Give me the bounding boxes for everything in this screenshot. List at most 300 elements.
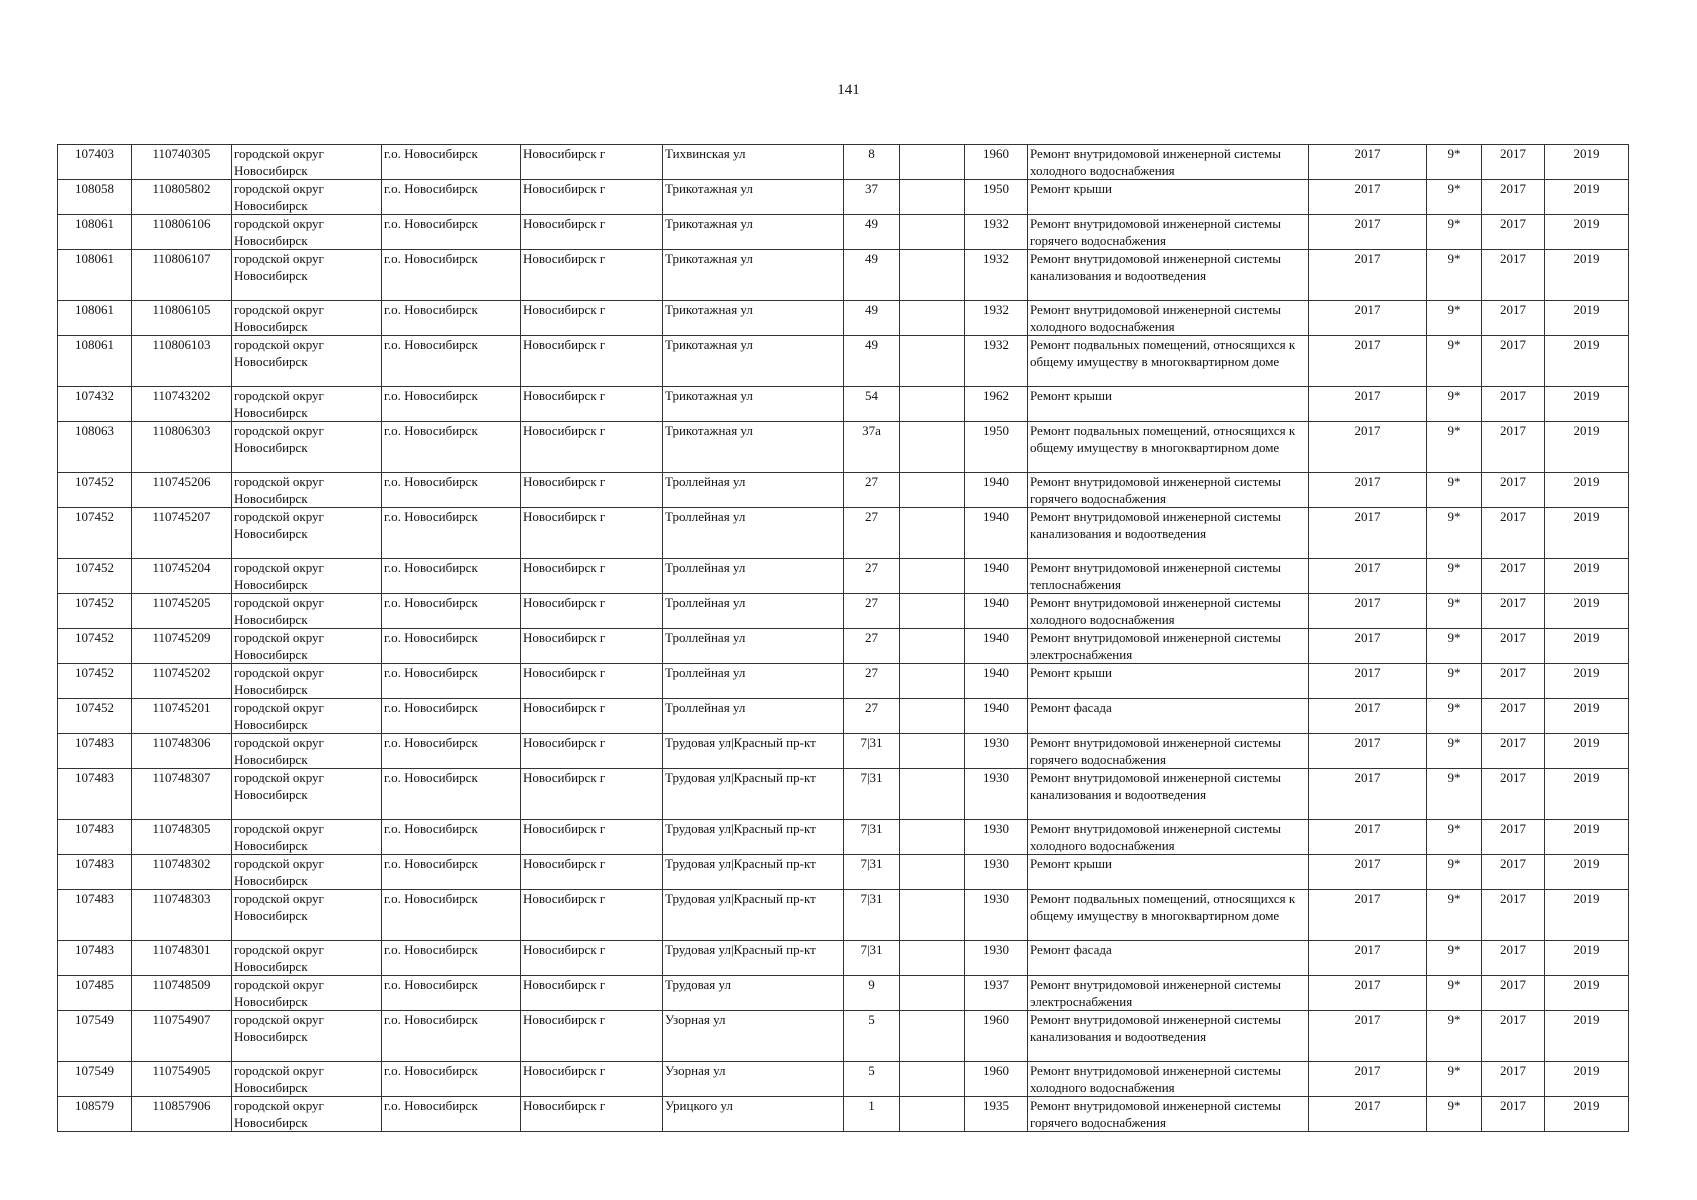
table-row (58, 180, 1629, 215)
cell-house-id: 107432 (58, 387, 132, 422)
cell-floors: 9* (1427, 769, 1482, 820)
cell-plan-year: 2017 (1309, 336, 1427, 387)
cell-build-year: 1940 (965, 699, 1028, 734)
table-row (58, 250, 1629, 301)
cell-plan-year: 2017 (1309, 559, 1427, 594)
cell-build-year: 1930 (965, 734, 1028, 769)
cell-build-year: 1950 (965, 422, 1028, 473)
cell-build-year: 1930 (965, 769, 1028, 820)
cell-plan-year: 2017 (1309, 145, 1427, 180)
cell-street: Трикотажная ул (663, 336, 844, 387)
table-row (58, 976, 1629, 1011)
cell-build-year: 1940 (965, 559, 1028, 594)
cell-work-type: Ремонт внутридомовой инженерной системы канализования и водоотведения (1028, 769, 1309, 820)
cell-record-id: 110745204 (132, 559, 232, 594)
cell-end-year: 2019 (1545, 820, 1629, 855)
cell-settlement: Новосибирск г (521, 145, 663, 180)
table-row (58, 215, 1629, 250)
cell-municipal-district: г.о. Новосибирск (382, 855, 521, 890)
cell-municipal-district: г.о. Новосибирск (382, 250, 521, 301)
cell-municipality: городской округ Новосибирск (232, 215, 382, 250)
cell-empty-column (900, 145, 965, 180)
table-row (58, 1011, 1629, 1062)
cell-empty-column (900, 769, 965, 820)
cell-work-type: Ремонт внутридомовой инженерной системы горячего водоснабжения (1028, 734, 1309, 769)
cell-empty-column (900, 422, 965, 473)
cell-floors: 9* (1427, 215, 1482, 250)
cell-plan-year: 2017 (1309, 1011, 1427, 1062)
cell-end-year: 2019 (1545, 890, 1629, 941)
cell-work-type: Ремонт внутридомовой инженерной системы холодного водоснабжения (1028, 301, 1309, 336)
cell-municipal-district: г.о. Новосибирск (382, 1011, 521, 1062)
table-row (58, 629, 1629, 664)
cell-build-year: 1940 (965, 629, 1028, 664)
cell-empty-column (900, 594, 965, 629)
cell-empty-column (900, 890, 965, 941)
cell-house-number: 37а (844, 422, 900, 473)
cell-end-year: 2019 (1545, 699, 1629, 734)
cell-house-id: 107452 (58, 664, 132, 699)
table-row (58, 473, 1629, 508)
cell-record-id: 110745206 (132, 473, 232, 508)
cell-house-id: 107403 (58, 145, 132, 180)
table-row (58, 941, 1629, 976)
cell-plan-year: 2017 (1309, 250, 1427, 301)
cell-build-year: 1937 (965, 976, 1028, 1011)
cell-municipal-district: г.о. Новосибирск (382, 769, 521, 820)
cell-start-year: 2017 (1482, 301, 1545, 336)
cell-settlement: Новосибирск г (521, 664, 663, 699)
cell-end-year: 2019 (1545, 473, 1629, 508)
cell-plan-year: 2017 (1309, 769, 1427, 820)
table-row (58, 594, 1629, 629)
cell-house-id: 107452 (58, 473, 132, 508)
cell-house-id: 107549 (58, 1062, 132, 1097)
cell-settlement: Новосибирск г (521, 769, 663, 820)
cell-municipality: городской округ Новосибирск (232, 664, 382, 699)
cell-floors: 9* (1427, 1011, 1482, 1062)
cell-street: Троллейная ул (663, 664, 844, 699)
cell-end-year: 2019 (1545, 664, 1629, 699)
cell-municipal-district: г.о. Новосибирск (382, 508, 521, 559)
cell-street: Трикотажная ул (663, 422, 844, 473)
cell-house-id: 107452 (58, 508, 132, 559)
cell-floors: 9* (1427, 145, 1482, 180)
cell-street: Троллейная ул (663, 594, 844, 629)
cell-record-id: 110743202 (132, 387, 232, 422)
cell-settlement: Новосибирск г (521, 215, 663, 250)
cell-settlement: Новосибирск г (521, 629, 663, 664)
cell-municipality: городской округ Новосибирск (232, 180, 382, 215)
cell-build-year: 1960 (965, 1011, 1028, 1062)
cell-end-year: 2019 (1545, 145, 1629, 180)
cell-settlement: Новосибирск г (521, 1011, 663, 1062)
cell-house-id: 107452 (58, 699, 132, 734)
cell-build-year: 1930 (965, 855, 1028, 890)
cell-empty-column (900, 1062, 965, 1097)
cell-house-id: 108058 (58, 180, 132, 215)
cell-work-type: Ремонт внутридомовой инженерной системы канализования и водоотведения (1028, 508, 1309, 559)
cell-empty-column (900, 1011, 965, 1062)
cell-work-type: Ремонт крыши (1028, 855, 1309, 890)
cell-record-id: 110754907 (132, 1011, 232, 1062)
cell-street: Трикотажная ул (663, 215, 844, 250)
cell-house-number: 7|31 (844, 941, 900, 976)
cell-settlement: Новосибирск г (521, 559, 663, 594)
cell-build-year: 1930 (965, 941, 1028, 976)
cell-street: Трикотажная ул (663, 180, 844, 215)
cell-record-id: 110748301 (132, 941, 232, 976)
cell-record-id: 110748303 (132, 890, 232, 941)
cell-empty-column (900, 1097, 965, 1132)
cell-street: Троллейная ул (663, 559, 844, 594)
cell-municipality: городской округ Новосибирск (232, 699, 382, 734)
cell-floors: 9* (1427, 1097, 1482, 1132)
cell-street: Трикотажная ул (663, 301, 844, 336)
cell-record-id: 110748305 (132, 820, 232, 855)
cell-floors: 9* (1427, 734, 1482, 769)
cell-work-type: Ремонт внутридомовой инженерной системы холодного водоснабжения (1028, 145, 1309, 180)
table-row (58, 699, 1629, 734)
cell-start-year: 2017 (1482, 336, 1545, 387)
cell-municipality: городской округ Новосибирск (232, 734, 382, 769)
cell-house-id: 108061 (58, 250, 132, 301)
cell-house-number: 49 (844, 301, 900, 336)
cell-record-id: 110748302 (132, 855, 232, 890)
cell-empty-column (900, 180, 965, 215)
cell-empty-column (900, 215, 965, 250)
cell-start-year: 2017 (1482, 664, 1545, 699)
cell-house-number: 7|31 (844, 890, 900, 941)
cell-street: Троллейная ул (663, 629, 844, 664)
cell-record-id: 110806105 (132, 301, 232, 336)
cell-plan-year: 2017 (1309, 215, 1427, 250)
cell-municipality: городской округ Новосибирск (232, 1011, 382, 1062)
cell-house-number: 1 (844, 1097, 900, 1132)
cell-settlement: Новосибирск г (521, 1062, 663, 1097)
cell-house-number: 9 (844, 976, 900, 1011)
cell-work-type: Ремонт внутридомовой инженерной системы горячего водоснабжения (1028, 215, 1309, 250)
cell-empty-column (900, 250, 965, 301)
cell-house-number: 49 (844, 215, 900, 250)
cell-house-id: 107483 (58, 855, 132, 890)
table-row (58, 422, 1629, 473)
table-row (58, 336, 1629, 387)
cell-end-year: 2019 (1545, 976, 1629, 1011)
cell-start-year: 2017 (1482, 387, 1545, 422)
cell-house-number: 7|31 (844, 734, 900, 769)
cell-start-year: 2017 (1482, 820, 1545, 855)
cell-record-id: 110748509 (132, 976, 232, 1011)
table-row (58, 508, 1629, 559)
cell-record-id: 110745209 (132, 629, 232, 664)
cell-street: Троллейная ул (663, 508, 844, 559)
cell-build-year: 1962 (965, 387, 1028, 422)
cell-plan-year: 2017 (1309, 976, 1427, 1011)
cell-plan-year: 2017 (1309, 890, 1427, 941)
cell-floors: 9* (1427, 976, 1482, 1011)
cell-house-number: 49 (844, 336, 900, 387)
cell-street: Троллейная ул (663, 473, 844, 508)
cell-house-number: 27 (844, 629, 900, 664)
cell-plan-year: 2017 (1309, 180, 1427, 215)
cell-work-type: Ремонт внутридомовой инженерной системы канализования и водоотведения (1028, 250, 1309, 301)
cell-settlement: Новосибирск г (521, 976, 663, 1011)
cell-settlement: Новосибирск г (521, 301, 663, 336)
cell-settlement: Новосибирск г (521, 699, 663, 734)
cell-settlement: Новосибирск г (521, 734, 663, 769)
cell-house-id: 107485 (58, 976, 132, 1011)
cell-street: Трудовая ул|Красный пр-кт (663, 855, 844, 890)
cell-build-year: 1950 (965, 180, 1028, 215)
cell-municipal-district: г.о. Новосибирск (382, 664, 521, 699)
cell-house-number: 27 (844, 699, 900, 734)
cell-floors: 9* (1427, 855, 1482, 890)
cell-floors: 9* (1427, 301, 1482, 336)
cell-end-year: 2019 (1545, 769, 1629, 820)
cell-plan-year: 2017 (1309, 699, 1427, 734)
cell-record-id: 110806106 (132, 215, 232, 250)
cell-empty-column (900, 473, 965, 508)
cell-work-type: Ремонт фасада (1028, 941, 1309, 976)
cell-plan-year: 2017 (1309, 664, 1427, 699)
cell-house-id: 108063 (58, 422, 132, 473)
cell-work-type: Ремонт фасада (1028, 699, 1309, 734)
cell-municipal-district: г.о. Новосибирск (382, 473, 521, 508)
table-row (58, 769, 1629, 820)
cell-record-id: 110745207 (132, 508, 232, 559)
cell-municipality: городской округ Новосибирск (232, 820, 382, 855)
cell-municipal-district: г.о. Новосибирск (382, 1062, 521, 1097)
cell-plan-year: 2017 (1309, 594, 1427, 629)
cell-end-year: 2019 (1545, 629, 1629, 664)
cell-house-number: 5 (844, 1011, 900, 1062)
cell-municipal-district: г.о. Новосибирск (382, 734, 521, 769)
cell-settlement: Новосибирск г (521, 336, 663, 387)
cell-empty-column (900, 336, 965, 387)
cell-end-year: 2019 (1545, 1011, 1629, 1062)
cell-municipality: городской округ Новосибирск (232, 508, 382, 559)
cell-house-id: 107452 (58, 629, 132, 664)
cell-settlement: Новосибирск г (521, 941, 663, 976)
cell-end-year: 2019 (1545, 387, 1629, 422)
cell-work-type: Ремонт подвальных помещений, относящихся к общему имуществу в многоквартирном доме (1028, 336, 1309, 387)
cell-municipal-district: г.о. Новосибирск (382, 629, 521, 664)
cell-start-year: 2017 (1482, 1062, 1545, 1097)
table-row (58, 145, 1629, 180)
cell-street: Тихвинская ул (663, 145, 844, 180)
cell-plan-year: 2017 (1309, 941, 1427, 976)
cell-empty-column (900, 976, 965, 1011)
cell-end-year: 2019 (1545, 180, 1629, 215)
cell-work-type: Ремонт внутридомовой инженерной системы канализования и водоотведения (1028, 1011, 1309, 1062)
table-row (58, 1062, 1629, 1097)
cell-municipality: городской округ Новосибирск (232, 387, 382, 422)
cell-house-number: 27 (844, 508, 900, 559)
cell-municipality: городской округ Новосибирск (232, 422, 382, 473)
table-row (58, 664, 1629, 699)
cell-work-type: Ремонт внутридомовой инженерной системы холодного водоснабжения (1028, 1062, 1309, 1097)
cell-start-year: 2017 (1482, 855, 1545, 890)
cell-house-id: 108061 (58, 336, 132, 387)
cell-record-id: 110745202 (132, 664, 232, 699)
cell-floors: 9* (1427, 664, 1482, 699)
cell-floors: 9* (1427, 473, 1482, 508)
cell-build-year: 1932 (965, 301, 1028, 336)
cell-house-id: 108061 (58, 301, 132, 336)
cell-municipal-district: г.о. Новосибирск (382, 387, 521, 422)
cell-house-id: 107483 (58, 941, 132, 976)
cell-municipal-district: г.о. Новосибирск (382, 215, 521, 250)
cell-start-year: 2017 (1482, 180, 1545, 215)
cell-floors: 9* (1427, 629, 1482, 664)
cell-street: Трудовая ул|Красный пр-кт (663, 820, 844, 855)
cell-plan-year: 2017 (1309, 473, 1427, 508)
cell-house-number: 54 (844, 387, 900, 422)
cell-work-type: Ремонт подвальных помещений, относящихся к общему имуществу в многоквартирном доме (1028, 890, 1309, 941)
cell-municipal-district: г.о. Новосибирск (382, 820, 521, 855)
cell-start-year: 2017 (1482, 699, 1545, 734)
cell-start-year: 2017 (1482, 215, 1545, 250)
cell-end-year: 2019 (1545, 941, 1629, 976)
cell-settlement: Новосибирск г (521, 473, 663, 508)
cell-empty-column (900, 301, 965, 336)
cell-end-year: 2019 (1545, 1062, 1629, 1097)
cell-plan-year: 2017 (1309, 422, 1427, 473)
cell-empty-column (900, 820, 965, 855)
cell-start-year: 2017 (1482, 508, 1545, 559)
cell-end-year: 2019 (1545, 508, 1629, 559)
cell-municipality: городской округ Новосибирск (232, 941, 382, 976)
cell-street: Урицкого ул (663, 1097, 844, 1132)
cell-start-year: 2017 (1482, 890, 1545, 941)
cell-empty-column (900, 941, 965, 976)
table-row (58, 890, 1629, 941)
cell-start-year: 2017 (1482, 769, 1545, 820)
cell-settlement: Новосибирск г (521, 820, 663, 855)
cell-plan-year: 2017 (1309, 1097, 1427, 1132)
cell-build-year: 1940 (965, 473, 1028, 508)
cell-start-year: 2017 (1482, 473, 1545, 508)
cell-plan-year: 2017 (1309, 734, 1427, 769)
cell-build-year: 1940 (965, 508, 1028, 559)
cell-record-id: 110740305 (132, 145, 232, 180)
cell-plan-year: 2017 (1309, 1062, 1427, 1097)
cell-street: Узорная ул (663, 1062, 844, 1097)
cell-record-id: 110806107 (132, 250, 232, 301)
cell-work-type: Ремонт внутридомовой инженерной системы горячего водоснабжения (1028, 1097, 1309, 1132)
cell-start-year: 2017 (1482, 559, 1545, 594)
table-row (58, 855, 1629, 890)
cell-house-number: 27 (844, 664, 900, 699)
cell-settlement: Новосибирск г (521, 387, 663, 422)
table-row (58, 820, 1629, 855)
cell-build-year: 1960 (965, 1062, 1028, 1097)
cell-work-type: Ремонт внутридомовой инженерной системы горячего водоснабжения (1028, 473, 1309, 508)
cell-house-number: 27 (844, 594, 900, 629)
cell-empty-column (900, 387, 965, 422)
cell-municipal-district: г.о. Новосибирск (382, 1097, 521, 1132)
cell-empty-column (900, 559, 965, 594)
cell-work-type: Ремонт внутридомовой инженерной системы холодного водоснабжения (1028, 594, 1309, 629)
cell-municipal-district: г.о. Новосибирск (382, 890, 521, 941)
cell-settlement: Новосибирск г (521, 1097, 663, 1132)
cell-build-year: 1940 (965, 664, 1028, 699)
cell-floors: 9* (1427, 941, 1482, 976)
cell-floors: 9* (1427, 1062, 1482, 1097)
cell-house-number: 7|31 (844, 855, 900, 890)
cell-municipality: городской округ Новосибирск (232, 594, 382, 629)
cell-floors: 9* (1427, 250, 1482, 301)
cell-house-id: 107483 (58, 734, 132, 769)
cell-end-year: 2019 (1545, 855, 1629, 890)
cell-settlement: Новосибирск г (521, 422, 663, 473)
cell-record-id: 110754905 (132, 1062, 232, 1097)
cell-municipal-district: г.о. Новосибирск (382, 699, 521, 734)
cell-start-year: 2017 (1482, 594, 1545, 629)
cell-floors: 9* (1427, 422, 1482, 473)
cell-house-id: 107452 (58, 594, 132, 629)
cell-street: Трудовая ул|Красный пр-кт (663, 769, 844, 820)
cell-work-type: Ремонт крыши (1028, 387, 1309, 422)
cell-work-type: Ремонт внутридомовой инженерной системы теплоснабжения (1028, 559, 1309, 594)
cell-floors: 9* (1427, 508, 1482, 559)
cell-street: Трикотажная ул (663, 250, 844, 301)
cell-work-type: Ремонт крыши (1028, 180, 1309, 215)
cell-record-id: 110805802 (132, 180, 232, 215)
cell-municipality: городской округ Новосибирск (232, 769, 382, 820)
cell-settlement: Новосибирск г (521, 594, 663, 629)
cell-municipality: городской округ Новосибирск (232, 629, 382, 664)
cell-municipality: городской округ Новосибирск (232, 855, 382, 890)
cell-floors: 9* (1427, 336, 1482, 387)
cell-settlement: Новосибирск г (521, 250, 663, 301)
cell-municipality: городской округ Новосибирск (232, 145, 382, 180)
cell-municipal-district: г.о. Новосибирск (382, 336, 521, 387)
cell-municipal-district: г.о. Новосибирск (382, 976, 521, 1011)
cell-start-year: 2017 (1482, 941, 1545, 976)
cell-work-type: Ремонт подвальных помещений, относящихся к общему имуществу в многоквартирном доме (1028, 422, 1309, 473)
cell-street: Трудовая ул|Красный пр-кт (663, 890, 844, 941)
cell-record-id: 110748306 (132, 734, 232, 769)
cell-municipality: городской округ Новосибирск (232, 473, 382, 508)
cell-street: Узорная ул (663, 1011, 844, 1062)
cell-settlement: Новосибирск г (521, 855, 663, 890)
cell-record-id: 110806103 (132, 336, 232, 387)
cell-house-id: 107483 (58, 820, 132, 855)
cell-street: Трудовая ул (663, 976, 844, 1011)
capital-repair-table (57, 144, 1629, 1132)
cell-plan-year: 2017 (1309, 629, 1427, 664)
cell-municipality: городской округ Новосибирск (232, 559, 382, 594)
cell-start-year: 2017 (1482, 422, 1545, 473)
cell-plan-year: 2017 (1309, 855, 1427, 890)
cell-end-year: 2019 (1545, 734, 1629, 769)
cell-house-number: 27 (844, 559, 900, 594)
cell-plan-year: 2017 (1309, 301, 1427, 336)
cell-end-year: 2019 (1545, 215, 1629, 250)
cell-end-year: 2019 (1545, 250, 1629, 301)
cell-plan-year: 2017 (1309, 820, 1427, 855)
cell-municipal-district: г.о. Новосибирск (382, 301, 521, 336)
cell-floors: 9* (1427, 180, 1482, 215)
cell-build-year: 1960 (965, 145, 1028, 180)
cell-house-id: 108579 (58, 1097, 132, 1132)
cell-house-number: 7|31 (844, 820, 900, 855)
cell-street: Трудовая ул|Красный пр-кт (663, 734, 844, 769)
cell-municipal-district: г.о. Новосибирск (382, 559, 521, 594)
table-row (58, 559, 1629, 594)
